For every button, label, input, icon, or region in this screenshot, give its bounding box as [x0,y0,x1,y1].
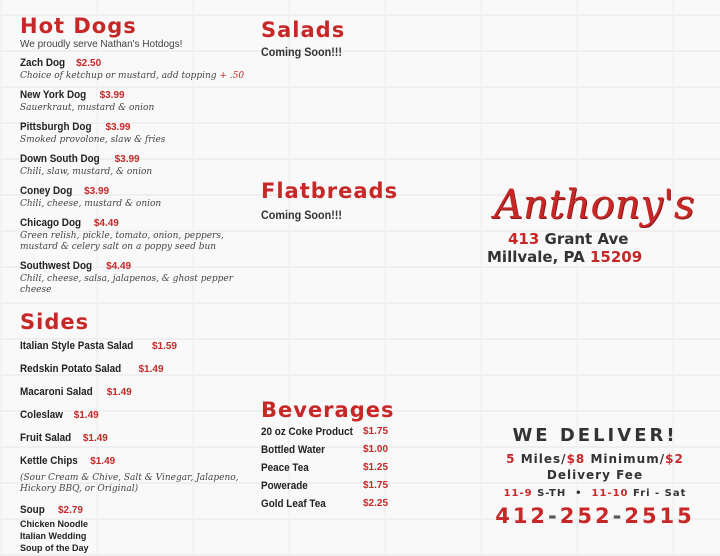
menu-item-line [20,117,245,135]
delivery-title: WE DELIVER! [512,425,678,446]
item-addon-price: + .50 [219,71,245,81]
item-description-text: Sauerkraut, mustard & onion [20,103,155,113]
item-name: 20 oz Coke Product [261,426,353,438]
item-price: $3.99 [84,186,110,197]
item-price: $1.00 [363,444,389,455]
item-name: Peace Tea [261,462,309,474]
item-description [20,231,245,253]
item-name: Italian Style Pasta Salad [20,340,134,352]
phone-prefix: 252 [559,504,613,528]
hot-dogs-title: Hot Dogs [20,14,137,38]
delivery-terms [470,452,720,466]
item-price: $1.49 [138,364,164,375]
menu-item-line [20,256,245,274]
item-name: Redskin Potato Salad [20,363,122,375]
item-description [20,167,245,178]
menu-item [20,451,245,469]
beverage-item [261,444,456,456]
menu-item-line [20,85,245,103]
item-price: $4.49 [93,218,119,229]
item-price: $3.99 [105,122,131,133]
item-name: Down South Dog [20,153,100,165]
salads-note: Coming Soon!!! [261,45,342,59]
item-price: $1.25 [363,462,389,473]
item-name: Coney Dog [20,185,73,197]
item-price: $1.75 [363,480,389,491]
city-name: Millvale, PA [487,248,585,266]
item-price: $1.49 [73,410,99,421]
delivery-miles-label: Miles/ [520,452,567,466]
phone-line: 2515 [624,504,695,528]
flatbreads-note: Coming Soon!!! [261,208,342,222]
delivery-fee-amount: $2 [665,452,684,466]
item-price: $1.75 [363,426,389,437]
delivery-fee-line: Delivery Fee [546,468,644,482]
salads-title: Salads [261,18,346,42]
phone-number[interactable]: 412-252-2515 [495,504,695,528]
item-description-text: Smoked provolone, slaw & fries [20,135,166,145]
item-name: New York Dog [20,89,87,101]
hot-dogs-intro: We proudly serve Nathan's Hotdogs! [20,39,183,50]
phone-area: 412 [495,504,549,528]
sides-list [20,336,245,469]
menu-item [20,85,245,114]
flatbreads-title: Flatbreads [261,179,399,203]
left-column [20,0,245,554]
item-price: $1.49 [82,433,108,444]
hours-weekday-days: S-TH [537,488,567,499]
hours-weekend-time: 11-10 [591,488,629,499]
street-number: 413 [508,230,540,248]
hours-separator: • [575,488,583,499]
soup-option: Chicken Noodle [20,519,89,529]
menu-item-line [20,213,245,231]
item-description [20,199,245,210]
item-name: Powerade [261,480,308,492]
street-name: Grant Ave [544,230,629,248]
item-description [20,274,245,296]
menu-item-line [20,53,245,71]
item-price: $2.79 [57,505,83,516]
item-name: Macaroni Salad [20,386,93,398]
item-description-text: Chili, slaw, mustard, & onion [20,167,153,177]
kettle-chips-desc: (Sour Cream & Chive, Salt & Vinegar, Jalapeno, Hickory BBQ, or Original) [20,473,239,494]
item-description [20,103,245,114]
address-street [508,230,628,248]
sides-title: Sides [20,310,90,334]
brand-logo: Anthony's [494,182,695,228]
address-city [487,248,642,266]
item-description-text: Chili, cheese, salsa, jalapenos, & ghost pepper cheese [20,274,233,295]
item-price: $1.49 [90,456,116,467]
item-name: Kettle Chips [20,455,78,467]
item-price: $3.99 [114,154,140,165]
item-price: $2.25 [363,498,389,509]
menu-item [20,428,245,446]
item-description [20,135,245,146]
menu-item [20,53,245,82]
beverage-item [261,462,456,474]
menu-item [20,213,245,253]
menu-item-line [20,149,245,167]
item-price: $3.99 [99,90,125,101]
beverage-item [261,498,456,510]
item-price: $1.59 [151,341,177,352]
delivery-minimum-label: Minimum/ [590,452,666,466]
item-description-text: Choice of ketchup or mustard, add topping [20,71,217,81]
item-description-text: Green relish, pickle, tomato, onion, peppers, mustard & celery salt on a poppy seed bun [20,231,224,252]
menu-item [20,256,245,296]
beverages-list [261,426,456,510]
beverage-item [261,426,456,438]
item-name: Chicago Dog [20,217,82,229]
soup-option: Soup of the Day [20,543,89,553]
item-price: $2.50 [76,58,102,69]
item-price: $4.49 [106,261,132,272]
item-name: Zach Dog [20,57,66,69]
item-name: Southwest Dog [20,260,93,272]
business-hours [470,488,720,499]
soup-option: Italian Wedding [20,531,87,541]
menu-item [20,181,245,210]
item-description [20,71,245,82]
menu-item [20,117,245,146]
delivery-miles: 5 [506,452,516,466]
hours-weekday-time: 11-9 [503,488,533,499]
menu-item-soup [20,500,245,518]
delivery-minimum: $8 [566,452,586,466]
item-name: Soup [20,504,45,516]
item-name: Coleslaw [20,409,63,421]
item-price: $1.49 [106,387,132,398]
menu-item [20,405,245,423]
soup-options [20,518,245,554]
menu-item [20,359,245,377]
menu-item [20,336,245,354]
hours-weekend-days: Fri - Sat [633,488,687,499]
item-description-text: Chili, cheese, mustard & onion [20,199,162,209]
menu-item [20,382,245,400]
menu-item [20,149,245,178]
zip-code: 15209 [589,248,643,266]
item-name: Bottled Water [261,444,325,456]
menu-item-line [20,181,245,199]
item-name: Fruit Salad [20,432,72,444]
item-name: Pittsburgh Dog [20,121,92,133]
beverage-item [261,480,456,492]
hot-dogs-list [20,53,245,296]
beverages-title: Beverages [261,398,395,422]
item-name: Gold Leaf Tea [261,498,326,510]
